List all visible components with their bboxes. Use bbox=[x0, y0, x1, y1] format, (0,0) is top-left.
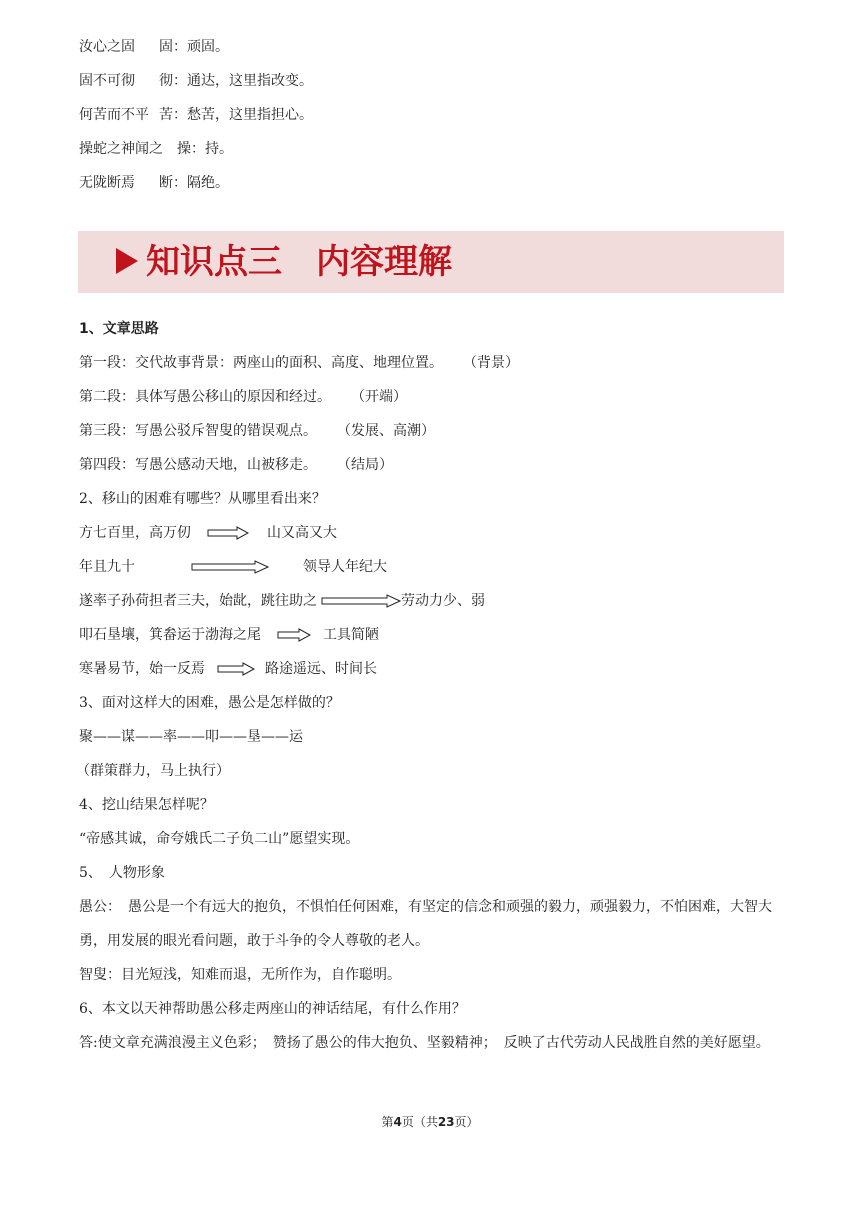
glossary-def: 断：隔绝。 bbox=[159, 175, 229, 191]
difficulty-meaning: 工具简陋 bbox=[323, 627, 379, 643]
glossary-term: 固不可彻 bbox=[79, 73, 135, 89]
section-heading: 6、本文以天神帮助愚公移走两座山的神话结尾，有什么作用？ bbox=[79, 1001, 466, 1017]
difficulty-row bbox=[79, 557, 387, 577]
glossary-term: 何苦而不平 bbox=[79, 107, 149, 123]
difficulty-source: 遂率子孙荷担者三夫，始龀，跳往助之 bbox=[79, 593, 317, 609]
section-banner bbox=[78, 231, 784, 293]
difficulty-source: 年且九十 bbox=[79, 559, 135, 575]
right-arrow-icon bbox=[277, 628, 311, 642]
difficulty-source: 方七百里，高万仞 bbox=[79, 525, 191, 541]
outline-text: 第三段：写愚公驳斥智叟的错误观点。 bbox=[79, 423, 317, 439]
difficulty-source: 寒暑易节，始一反焉 bbox=[79, 661, 205, 677]
action-sequence: 聚——谋——率——叩——垦——运 bbox=[79, 729, 303, 745]
glossary-def: 彻：通达，这里指改变。 bbox=[159, 73, 313, 89]
section-heading: 2、移山的困难有哪些？从哪里看出来？ bbox=[79, 491, 326, 507]
difficulty-source: 叩石垦壤，箕畚运于渤海之尾 bbox=[79, 627, 261, 643]
section-heading: 4、挖山结果怎样呢？ bbox=[79, 797, 214, 813]
answer-text: 答:使文章充满浪漫主义色彩； 赞扬了愚公的伟大抱负、坚毅精神； 反映了古代劳动人民战胜自然的美好愿望。 bbox=[79, 1035, 770, 1051]
action-note: （群策群力，马上执行） bbox=[76, 763, 230, 779]
section-heading: 3、面对这样大的困难，愚公是怎样做的？ bbox=[79, 695, 340, 711]
outline-text: 第四段：写愚公感动天地，山被移走。 bbox=[79, 457, 317, 473]
triangle-bullet-icon bbox=[116, 248, 138, 274]
glossary-row bbox=[79, 37, 229, 57]
difficulty-row bbox=[79, 659, 377, 679]
difficulty-row bbox=[79, 625, 379, 645]
glossary-def: 苦：愁苦，这里指担心。 bbox=[159, 107, 313, 123]
outline-note: （结局） bbox=[337, 457, 393, 473]
glossary-def: 固：顽固。 bbox=[159, 39, 229, 55]
glossary-term: 汝心之固 bbox=[79, 39, 135, 55]
banner-title: 知识点三 内容理解 bbox=[146, 242, 452, 282]
difficulty-meaning: 劳动力少、弱 bbox=[401, 593, 485, 609]
difficulty-row bbox=[79, 591, 485, 611]
outline-text: 第二段：具体写愚公移山的原因和经过。 bbox=[79, 389, 331, 405]
glossary-row bbox=[79, 71, 313, 91]
page-footer bbox=[0, 1113, 860, 1130]
glossary-def: 操：持。 bbox=[177, 141, 233, 157]
right-arrow-icon bbox=[207, 526, 249, 540]
result-text: “帝感其诚，命夸娥氏二子负二山”愿望实现。 bbox=[79, 831, 360, 847]
glossary-row bbox=[79, 173, 229, 193]
section-heading: 5、 人物形象 bbox=[79, 865, 165, 881]
glossary-row bbox=[79, 105, 313, 125]
right-arrow-icon bbox=[217, 662, 255, 676]
footer-text: 页） bbox=[454, 1115, 479, 1129]
page-number: 4 bbox=[393, 1115, 402, 1129]
outline-row bbox=[79, 455, 393, 475]
glossary-term: 操蛇之神闻之 bbox=[79, 141, 163, 157]
character-zhisou: 智叟：目光短浅，知难而退，无所作为，自作聪明。 bbox=[79, 967, 401, 983]
difficulty-meaning: 领导人年纪大 bbox=[303, 559, 387, 575]
footer-text: 第 bbox=[381, 1115, 394, 1129]
difficulty-meaning: 路途遥远、时间长 bbox=[265, 661, 377, 677]
right-arrow-icon bbox=[191, 560, 269, 574]
glossary-term: 无陇断焉 bbox=[79, 175, 135, 191]
page-total: 23 bbox=[437, 1115, 455, 1129]
outline-note: （背景） bbox=[463, 355, 519, 371]
outline-row bbox=[79, 387, 407, 407]
outline-row bbox=[79, 353, 519, 373]
outline-note: （开端） bbox=[351, 389, 407, 405]
outline-text: 第一段：交代故事背景：两座山的面积、高度、地理位置。 bbox=[79, 355, 443, 371]
outline-note: （发展、高潮） bbox=[337, 423, 435, 439]
character-yugong: 愚公： 愚公是一个有远大的抱负，不惧怕任何困难，有坚定的信念和顽强的毅力，顽强毅力，不怕困难，大智大勇，用发展的眼光看问题，敢于斗争的令人尊敬的老人。 bbox=[79, 899, 772, 949]
banner-heading bbox=[116, 243, 452, 281]
glossary-row bbox=[79, 139, 233, 159]
difficulty-meaning: 山又高又大 bbox=[267, 525, 337, 541]
footer-text: 页（共 bbox=[401, 1115, 438, 1129]
difficulty-row bbox=[79, 523, 337, 543]
right-arrow-icon bbox=[321, 594, 401, 608]
section-heading: 1、文章思路 bbox=[79, 321, 159, 337]
outline-row bbox=[79, 421, 435, 441]
